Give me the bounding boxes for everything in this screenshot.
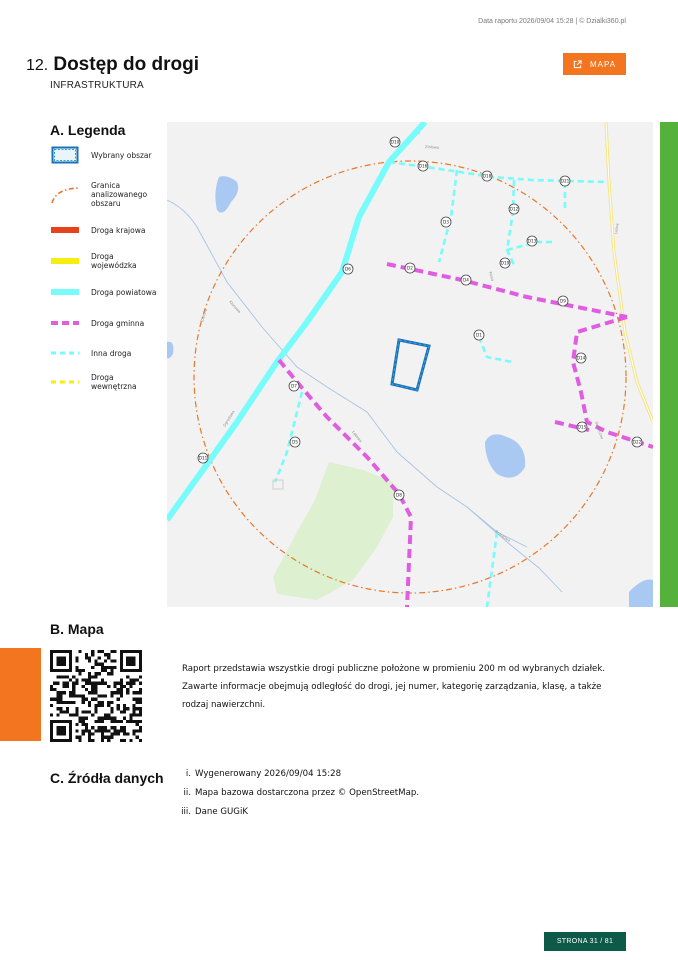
road-label-marker xyxy=(418,161,428,171)
road-label: D3 xyxy=(443,219,449,225)
street-label: Leśna xyxy=(614,223,620,235)
road-label: D7 xyxy=(291,383,297,389)
legend-label: Wybrany obszar xyxy=(91,150,152,160)
legend-label: Droga krajowa xyxy=(91,225,146,235)
accent-block xyxy=(0,648,41,741)
road-label-marker xyxy=(632,437,642,447)
legend-label: Inna droga xyxy=(91,348,132,358)
list-text: Dane GUGiK xyxy=(195,807,248,817)
road-label-marker xyxy=(500,258,510,268)
road-label-marker xyxy=(509,204,519,214)
street-label: Klonowa xyxy=(228,299,242,314)
description-line: Zawarte informacje obejmują odległość do drogi, jej numer, kategorię zarządzania, klasę, a także xyxy=(182,682,602,692)
legend-label: Droga wojewódzka xyxy=(91,252,137,270)
legend-item-national-road xyxy=(50,221,161,239)
road-label: D14 xyxy=(576,355,586,361)
page-title: Dostęp do drogi xyxy=(53,54,199,75)
road-label-marker xyxy=(558,296,568,306)
section-number: 12. xyxy=(26,57,49,74)
map-section-heading: B. Mapa xyxy=(50,621,104,637)
section-subtitle: INFRASTRUKTURA xyxy=(50,80,144,91)
road-label-marker xyxy=(560,176,570,186)
map-button[interactable] xyxy=(563,53,626,75)
list-number: ii. xyxy=(183,788,191,798)
description-line: rodzaj nawierzchni. xyxy=(182,700,266,710)
description-line: Raport przedstawia wszystkie drogi publiczne położone w promieniu 200 m od wybranych działek. xyxy=(182,664,606,674)
road-label: D13 xyxy=(527,238,537,244)
road-label: D18 xyxy=(482,173,492,179)
road-label: D21 xyxy=(560,178,570,184)
road-label-marker xyxy=(482,171,492,181)
road-map-canvas xyxy=(167,122,653,607)
list-number: i. xyxy=(185,769,191,779)
section-title xyxy=(26,54,199,76)
street-label: Łąkowa xyxy=(351,430,363,444)
road-label: D12 xyxy=(509,206,519,212)
road-label-marker xyxy=(343,264,353,274)
road-label-marker xyxy=(576,353,586,363)
legend-label: Droga wewnętrzna xyxy=(91,373,137,391)
sources-heading: C. Źródła danych xyxy=(50,770,164,786)
road-label: D15 xyxy=(577,424,587,430)
road-label: D1 xyxy=(476,332,482,338)
list-item xyxy=(170,769,419,788)
road-label-marker xyxy=(390,137,400,147)
list-text: Wygenerowany 2026/09/04 15:28 xyxy=(195,769,342,779)
selected-area-swatch-icon xyxy=(50,146,80,164)
road-label-marker xyxy=(461,275,471,285)
legend-label: Droga powiatowa xyxy=(91,287,157,297)
road-label-marker xyxy=(290,437,300,447)
street-label: Polna xyxy=(488,271,495,282)
road-label: D16 xyxy=(418,163,428,169)
road-label: D5 xyxy=(292,439,298,445)
legend-item-municipal-road xyxy=(50,314,161,332)
road-label-marker xyxy=(527,236,537,246)
magenta-dashed-line-icon xyxy=(50,314,80,332)
legend-item-boundary xyxy=(50,181,161,208)
yellow-dashed-line-icon xyxy=(50,373,80,391)
road-label: D10 xyxy=(390,139,400,145)
legend-label: Granica analizowanego obszaru xyxy=(91,181,148,208)
road-label-marker xyxy=(441,217,451,227)
sources-list xyxy=(170,769,419,826)
red-line-icon xyxy=(50,221,80,239)
road-label: D6 xyxy=(345,266,351,272)
report-meta: Data raportu 2026/09/04 15:28 | © Dzialki360.pl xyxy=(478,18,626,25)
list-text: Mapa bazowa dostarczona przez © OpenStreetMap. xyxy=(195,788,420,798)
page-number-badge: STRONA 31 / 81 xyxy=(544,932,626,951)
street-label: Brzozowa xyxy=(494,529,511,543)
cyan-line-icon xyxy=(50,283,80,301)
yellow-line-icon xyxy=(50,252,80,270)
road-label-marker xyxy=(577,422,587,432)
road-map[interactable] xyxy=(167,122,653,607)
qr-code[interactable] xyxy=(50,650,142,742)
road-label: D22 xyxy=(632,439,642,445)
legend-item-selected-area xyxy=(50,146,161,164)
road-label: D4 xyxy=(463,277,469,283)
boundary-dashdot-line-icon xyxy=(50,186,80,204)
side-accent-bar xyxy=(660,122,678,607)
street-label: Słoneczna xyxy=(594,420,605,440)
list-item xyxy=(170,788,419,807)
cyan-dashed-line-icon xyxy=(50,344,80,362)
road-label: D8 xyxy=(396,492,402,498)
road-label: D2 xyxy=(407,265,413,271)
map-description xyxy=(182,660,652,714)
road-label: D19 xyxy=(500,260,510,266)
road-label-marker xyxy=(289,381,299,391)
road-label-marker xyxy=(394,490,404,500)
legend-item-internal-road xyxy=(50,373,161,391)
road-label-marker xyxy=(198,453,208,463)
road-label: D9 xyxy=(560,298,566,304)
road-label-marker xyxy=(405,263,415,273)
list-number: iii. xyxy=(181,807,191,817)
qr-code-icon xyxy=(50,650,142,742)
legend-heading: A. Legenda xyxy=(50,122,126,138)
external-link-icon xyxy=(573,60,582,69)
legend-item-county-road xyxy=(50,283,161,301)
legend-label: Droga gminna xyxy=(91,318,145,328)
street-label: Zielona xyxy=(200,308,209,323)
street-label: Ogrodowa xyxy=(222,409,236,428)
road-label: D11 xyxy=(198,455,208,461)
list-item xyxy=(170,807,419,826)
map-button-label: MAPA xyxy=(589,59,617,69)
road-label-marker xyxy=(474,330,484,340)
legend-item-voivodeship-road xyxy=(50,252,161,270)
legend-item-other-road xyxy=(50,344,161,362)
street-label: Ziołowa xyxy=(424,145,440,150)
